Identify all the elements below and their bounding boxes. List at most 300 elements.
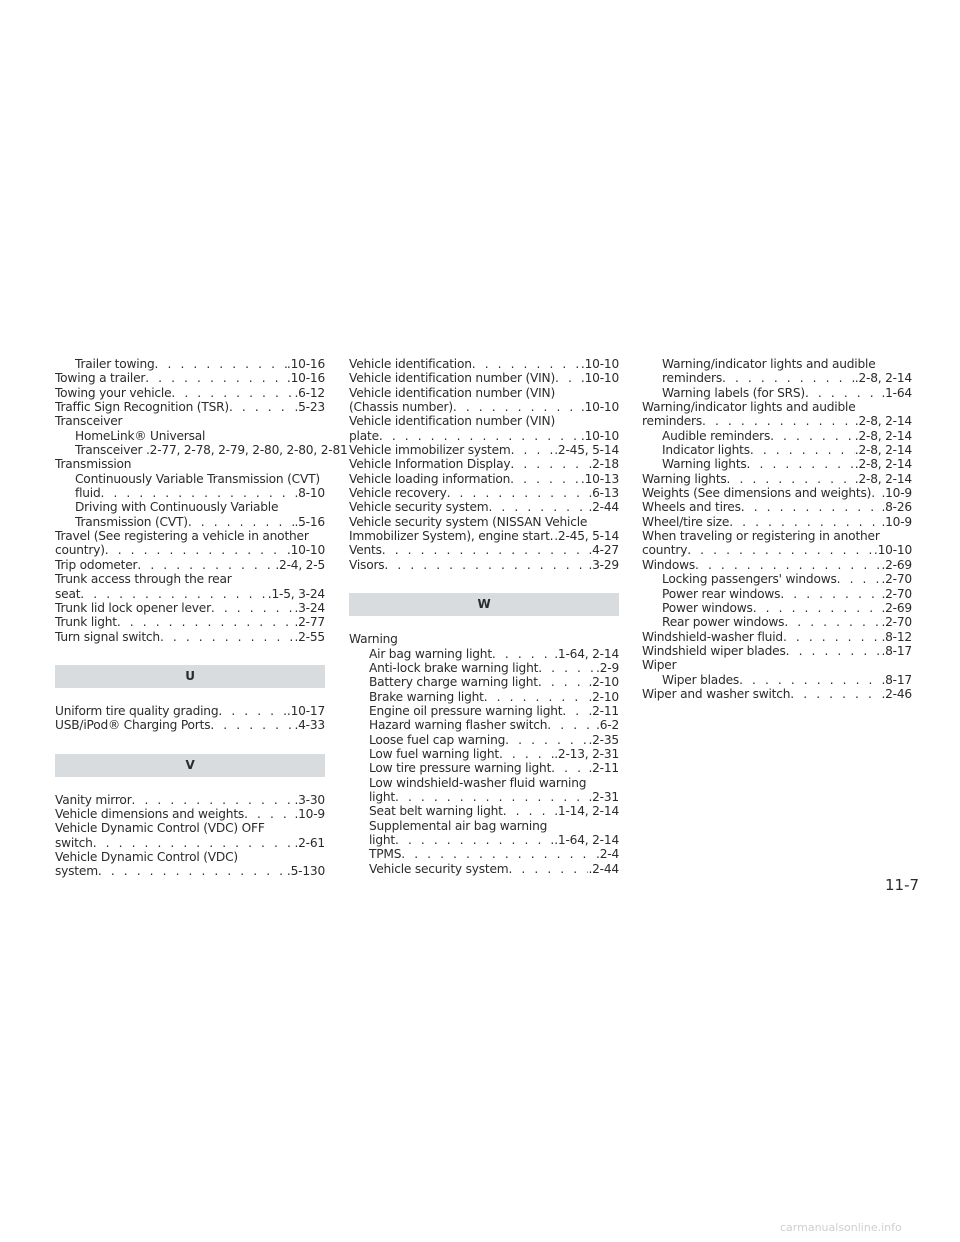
entry-term: Power windows bbox=[662, 600, 753, 615]
entry-term: Trailer towing bbox=[75, 357, 155, 371]
entry-page-ref: .8-17 bbox=[881, 672, 912, 687]
index-entry bbox=[642, 529, 912, 543]
entry-term: Travel (See registering a vehicle in another bbox=[55, 529, 309, 544]
entry-term: reminders bbox=[642, 414, 703, 429]
entry-page-ref: .2-70 bbox=[881, 586, 912, 601]
index-entry bbox=[642, 658, 912, 672]
entry-term: Warning labels (for SRS) bbox=[662, 385, 805, 400]
dot-leader bbox=[790, 687, 881, 701]
index-entry bbox=[55, 587, 325, 601]
dot-leader bbox=[229, 400, 295, 414]
index-subentry bbox=[349, 661, 619, 675]
entry-page-ref: .2-18 bbox=[588, 457, 619, 472]
entry-page-ref: .10-10 bbox=[286, 543, 325, 558]
index-subentry bbox=[642, 357, 912, 371]
entry-term: Vents bbox=[349, 543, 382, 558]
entry-page-ref: .1-14, 2-14 bbox=[554, 804, 619, 819]
index-entry bbox=[55, 704, 325, 718]
dot-leader bbox=[741, 500, 882, 514]
index-subentry bbox=[349, 704, 619, 718]
index-subentry bbox=[349, 761, 619, 775]
section-header: W bbox=[349, 593, 619, 616]
entry-page-ref: .2-13, 2-31 bbox=[554, 746, 619, 761]
index-subentry bbox=[349, 790, 619, 804]
entry-term: seat bbox=[55, 586, 81, 601]
entry-term: Wheel/tire size bbox=[642, 514, 730, 529]
entry-page-ref: .1-64, 2-14 bbox=[554, 832, 619, 847]
dot-leader bbox=[472, 357, 581, 371]
dot-leader bbox=[499, 747, 554, 761]
section-header: U bbox=[55, 665, 325, 688]
dot-leader bbox=[171, 386, 294, 400]
entry-page-ref: .2-77 bbox=[294, 615, 325, 630]
entry-page-ref: .1-64 bbox=[881, 385, 912, 400]
index-entry bbox=[55, 821, 325, 835]
entry-term: Vehicle Dynamic Control (VDC) OFF bbox=[55, 821, 265, 836]
entry-term: Immobilizer System), engine start bbox=[349, 529, 550, 544]
index-entry bbox=[349, 429, 619, 443]
entry-page-ref: .10-17 bbox=[286, 703, 325, 718]
index-entry bbox=[55, 572, 325, 586]
entry-page-ref: .6-12 bbox=[294, 385, 325, 400]
dot-leader bbox=[218, 704, 287, 718]
index-subentry bbox=[55, 500, 325, 514]
entry-term: TPMS bbox=[369, 847, 402, 862]
dot-leader bbox=[871, 486, 881, 500]
index-entry bbox=[642, 414, 912, 428]
dot-leader bbox=[547, 718, 596, 732]
entry-page-ref: .10-13 bbox=[580, 471, 619, 486]
entry-term: Low fuel warning light bbox=[369, 746, 499, 761]
index-entry bbox=[349, 400, 619, 414]
index-subentry bbox=[642, 673, 912, 687]
index-subentry bbox=[642, 587, 912, 601]
entry-page-ref: .2-8, 2-14 bbox=[854, 414, 912, 429]
entry-term: Transmission bbox=[55, 457, 132, 472]
index-entry bbox=[349, 500, 619, 514]
watermark: carmanualsonline.info bbox=[780, 1221, 902, 1234]
index-subentry bbox=[349, 690, 619, 704]
index-subentry bbox=[349, 647, 619, 661]
entry-page-ref: .5-16 bbox=[294, 514, 325, 529]
entry-page-ref: .2-10 bbox=[588, 675, 619, 690]
entry-term: (Chassis number) bbox=[349, 400, 453, 415]
index-subentry bbox=[642, 443, 912, 457]
index-entry bbox=[642, 515, 912, 529]
dot-leader bbox=[551, 761, 588, 775]
index-subentry bbox=[349, 833, 619, 847]
dot-leader bbox=[562, 704, 588, 718]
dot-leader bbox=[160, 630, 295, 644]
dot-leader bbox=[695, 558, 881, 572]
page-number: 11-7 bbox=[885, 876, 920, 894]
entry-term: Vehicle immobilizer system bbox=[349, 443, 511, 458]
dot-leader bbox=[101, 486, 295, 500]
entry-page-ref: .2-8, 2-14 bbox=[854, 428, 912, 443]
entry-page-ref: .2-8, 2-14 bbox=[854, 443, 912, 458]
index-entry bbox=[642, 543, 912, 557]
dot-leader bbox=[492, 647, 554, 661]
entry-page-ref: .2-46 bbox=[881, 686, 912, 701]
entry-page-ref: .2-55 bbox=[294, 629, 325, 644]
dot-leader bbox=[510, 457, 588, 471]
dot-leader bbox=[117, 615, 295, 629]
dot-leader bbox=[687, 543, 874, 557]
entry-term: Trip odometer bbox=[55, 557, 138, 572]
entry-term: Low windshield-washer fluid warning bbox=[369, 775, 587, 790]
entry-term: Vehicle identification number (VIN) bbox=[349, 371, 556, 386]
entry-term: Continuously Variable Transmission (CVT) bbox=[75, 471, 320, 486]
dot-leader bbox=[210, 718, 294, 732]
entry-term: HomeLink® Universal bbox=[75, 428, 206, 443]
entry-term: Warning bbox=[349, 632, 398, 647]
entry-page-ref: .8-26 bbox=[881, 500, 912, 515]
entry-term: plate bbox=[349, 428, 379, 443]
index-entry bbox=[349, 543, 619, 557]
index-subentry bbox=[349, 718, 619, 732]
entry-term: Warning/indicator lights and audible bbox=[642, 400, 856, 415]
index-entry bbox=[349, 386, 619, 400]
entry-page-ref: .5-23 bbox=[294, 400, 325, 415]
entry-term: Engine oil pressure warning light bbox=[369, 703, 563, 718]
entry-term: Warning lights bbox=[662, 457, 747, 472]
entry-page-ref: .8-17 bbox=[881, 643, 912, 658]
dot-leader bbox=[727, 472, 855, 486]
entry-term: Weights (See dimensions and weights) bbox=[642, 486, 872, 501]
index-entry bbox=[642, 630, 912, 644]
entry-page-ref: .4-27 bbox=[588, 543, 619, 558]
dot-leader bbox=[786, 644, 882, 658]
index-subentry bbox=[642, 572, 912, 586]
entry-term: Air bag warning light bbox=[369, 646, 492, 661]
entry-term: Wiper bbox=[642, 658, 677, 673]
index-entry bbox=[55, 601, 325, 615]
entry-term: Vehicle security system bbox=[349, 500, 489, 515]
index-entry bbox=[642, 558, 912, 572]
index-subentry bbox=[642, 371, 912, 385]
index-entry bbox=[642, 472, 912, 486]
index-entry bbox=[349, 357, 619, 371]
entry-term: Warning/indicator lights and audible bbox=[662, 357, 876, 371]
index-entry bbox=[349, 558, 619, 572]
entry-term: Warning lights bbox=[642, 471, 727, 486]
dot-leader bbox=[770, 429, 855, 443]
index-subentry bbox=[349, 776, 619, 790]
dot-leader bbox=[105, 543, 287, 557]
dot-leader bbox=[211, 601, 295, 615]
entry-page-ref: .2-4 bbox=[596, 847, 619, 862]
index-entry bbox=[55, 414, 325, 428]
entry-page-ref: .2-8, 2-14 bbox=[854, 471, 912, 486]
dot-leader bbox=[155, 357, 287, 371]
entry-page-ref: .8-12 bbox=[881, 629, 912, 644]
index-subentry bbox=[55, 472, 325, 486]
entry-term: Transmission (CVT) bbox=[75, 514, 188, 529]
index-entry bbox=[642, 486, 912, 500]
entry-term: Visors bbox=[349, 557, 385, 572]
dot-leader bbox=[722, 371, 855, 385]
index-entry bbox=[349, 529, 619, 543]
entry-term: Supplemental air bag warning bbox=[369, 818, 548, 833]
entry-page-ref: .8-10 bbox=[294, 486, 325, 501]
index-entry bbox=[349, 515, 619, 529]
entry-page-ref: .2-9 bbox=[596, 660, 619, 675]
index-entry bbox=[55, 371, 325, 385]
dot-leader bbox=[805, 386, 881, 400]
dot-leader bbox=[488, 500, 588, 514]
entry-term: Vehicle dimensions and weights bbox=[55, 806, 245, 821]
entry-term: Vehicle identification number (VIN) bbox=[349, 414, 556, 429]
index-entry bbox=[55, 400, 325, 414]
dot-leader bbox=[729, 515, 881, 529]
dot-leader bbox=[739, 673, 881, 687]
entry-term: Trunk access through the rear bbox=[55, 572, 232, 587]
index-column-3 bbox=[642, 357, 912, 701]
index-entry bbox=[55, 386, 325, 400]
entry-page-ref: .2-61 bbox=[294, 835, 325, 850]
index-entry bbox=[55, 558, 325, 572]
entry-term: Locking passengers' windows bbox=[662, 572, 837, 587]
entry-term: switch bbox=[55, 835, 93, 850]
entry-page-ref: .2-44 bbox=[588, 861, 619, 876]
index-entry bbox=[55, 850, 325, 864]
index-subentry bbox=[349, 862, 619, 876]
entry-page-ref: .10-10 bbox=[580, 428, 619, 443]
dot-leader bbox=[80, 587, 268, 601]
index-subentry bbox=[642, 601, 912, 615]
section-header: V bbox=[55, 754, 325, 777]
index-entry bbox=[642, 644, 912, 658]
entry-page-ref: .10-9 bbox=[294, 806, 325, 821]
dot-leader bbox=[132, 793, 295, 807]
dot-leader bbox=[555, 371, 581, 385]
entry-page-ref: .10-10 bbox=[580, 371, 619, 386]
entry-page-ref: .5-130 bbox=[286, 864, 325, 879]
entry-page-ref: .10-9 bbox=[881, 514, 912, 529]
index-subentry bbox=[55, 515, 325, 529]
dot-leader bbox=[750, 443, 855, 457]
dot-leader bbox=[780, 587, 881, 601]
entry-term: When traveling or registering in another bbox=[642, 529, 880, 544]
dot-leader bbox=[395, 833, 554, 847]
entry-term: Wiper and washer switch bbox=[642, 686, 791, 701]
dot-leader bbox=[538, 675, 589, 689]
index-entry bbox=[349, 486, 619, 500]
dot-leader bbox=[503, 804, 555, 818]
entry-term: Vehicle recovery bbox=[349, 486, 447, 501]
index-entry bbox=[55, 615, 325, 629]
entry-term: Vehicle identification bbox=[349, 357, 472, 371]
index-subentry bbox=[55, 429, 325, 443]
entry-page-ref: .2-44 bbox=[588, 500, 619, 515]
dot-leader bbox=[188, 515, 295, 529]
dot-leader bbox=[508, 862, 588, 876]
index-entry bbox=[55, 529, 325, 543]
index-subentry bbox=[349, 847, 619, 861]
entry-term: Anti-lock brake warning light bbox=[369, 660, 539, 675]
dot-leader bbox=[510, 472, 581, 486]
entry-term: reminders bbox=[662, 371, 723, 386]
entry-term: Vehicle security system bbox=[369, 861, 509, 876]
entry-term: light bbox=[369, 789, 396, 804]
entry-term: Vehicle Information Display bbox=[349, 457, 511, 472]
dot-leader bbox=[98, 864, 287, 878]
entry-page-ref: .2-70 bbox=[881, 572, 912, 587]
dot-leader bbox=[93, 836, 295, 850]
entry-term: Battery charge warning light bbox=[369, 675, 538, 690]
entry-term: Wiper blades bbox=[662, 672, 740, 687]
entry-term: Brake warning light bbox=[369, 689, 484, 704]
entry-term: fluid bbox=[75, 486, 101, 501]
index-entry bbox=[349, 632, 619, 646]
dot-leader bbox=[837, 572, 882, 586]
entry-term: Traffic Sign Recognition (TSR) bbox=[55, 400, 229, 415]
entry-term: Driving with Continuously Variable bbox=[75, 500, 279, 515]
entry-term: Vehicle identification number (VIN) bbox=[349, 385, 556, 400]
entry-page-ref: .2-45, 5-14 bbox=[554, 529, 619, 544]
entry-page-ref: .2-8, 2-14 bbox=[854, 371, 912, 386]
entry-page-ref: .1-5, 3-24 bbox=[267, 586, 325, 601]
entry-page-ref: .2-31 bbox=[588, 789, 619, 804]
dot-leader bbox=[382, 543, 589, 557]
dot-leader bbox=[511, 443, 555, 457]
entry-page-ref: .2-70 bbox=[881, 615, 912, 630]
dot-leader bbox=[783, 630, 882, 644]
entry-term: Windshield-washer fluid bbox=[642, 629, 783, 644]
index-column-1 bbox=[55, 357, 348, 879]
dot-leader bbox=[145, 371, 287, 385]
entry-term: Transceiver .2-77, 2-78, 2-79, 2-80, 2-80, 2-81 bbox=[75, 443, 348, 458]
entry-page-ref: .3-29 bbox=[588, 557, 619, 572]
entry-page-ref: .2-4, 2-5 bbox=[275, 557, 325, 572]
dot-leader bbox=[538, 661, 596, 675]
entry-term: Vehicle Dynamic Control (VDC) bbox=[55, 849, 238, 864]
entry-term: Loose fuel cap warning bbox=[369, 732, 506, 747]
index-subentry bbox=[349, 675, 619, 689]
index-entry bbox=[55, 864, 325, 878]
index-entry bbox=[55, 457, 325, 471]
entry-page-ref: .10-10 bbox=[580, 357, 619, 371]
entry-term: Windshield wiper blades bbox=[642, 643, 786, 658]
index-entry bbox=[55, 718, 325, 732]
dot-leader bbox=[702, 414, 855, 428]
index-entry bbox=[349, 371, 619, 385]
index-subentry bbox=[642, 429, 912, 443]
index-subentry bbox=[55, 357, 325, 371]
entry-term: Vanity mirror bbox=[55, 792, 132, 807]
index-entry bbox=[55, 807, 325, 821]
entry-page-ref: .10-9 bbox=[881, 486, 912, 501]
entry-term: Towing your vehicle bbox=[55, 385, 172, 400]
index-entry bbox=[55, 630, 325, 644]
entry-page-ref: .6-2 bbox=[596, 718, 619, 733]
index-entry bbox=[642, 500, 912, 514]
entry-page-ref: .2-8, 2-14 bbox=[854, 457, 912, 472]
index-column-2 bbox=[349, 357, 619, 876]
index-entry bbox=[642, 687, 912, 701]
entry-term: Turn signal switch bbox=[55, 629, 160, 644]
entry-term: Trunk lid lock opener lever bbox=[55, 600, 211, 615]
dot-leader bbox=[379, 429, 581, 443]
entry-page-ref: .2-35 bbox=[588, 732, 619, 747]
entry-page-ref: .3-30 bbox=[294, 792, 325, 807]
entry-term: Indicator lights bbox=[662, 443, 750, 458]
dot-leader bbox=[747, 457, 855, 471]
entry-page-ref: .2-69 bbox=[881, 557, 912, 572]
index-subentry bbox=[349, 804, 619, 818]
entry-term: Windows bbox=[642, 557, 696, 572]
dot-leader bbox=[753, 601, 882, 615]
entry-term: Seat belt warning light bbox=[369, 804, 503, 819]
index-entry bbox=[349, 443, 619, 457]
index-entry bbox=[55, 836, 325, 850]
entry-term: Audible reminders bbox=[662, 428, 771, 443]
index-subentry bbox=[642, 615, 912, 629]
dot-leader bbox=[137, 558, 275, 572]
index-subentry bbox=[349, 819, 619, 833]
dot-leader bbox=[384, 558, 588, 572]
entry-page-ref: .10-10 bbox=[580, 400, 619, 415]
index-subentry bbox=[349, 747, 619, 761]
index-entry bbox=[55, 793, 325, 807]
entry-term: light bbox=[369, 832, 396, 847]
entry-page-ref: .1-64, 2-14 bbox=[554, 646, 619, 661]
entry-term: USB/iPod® Charging Ports bbox=[55, 718, 211, 733]
entry-term: Low tire pressure warning light bbox=[369, 761, 552, 776]
index-entry bbox=[349, 472, 619, 486]
entry-term: Wheels and tires bbox=[642, 500, 741, 515]
entry-page-ref: .10-16 bbox=[286, 357, 325, 371]
index-subentry bbox=[642, 386, 912, 400]
entry-term: system bbox=[55, 864, 98, 879]
entry-term: Transceiver bbox=[55, 414, 123, 429]
dot-leader bbox=[244, 807, 294, 821]
dot-leader bbox=[784, 615, 881, 629]
entry-term: Uniform tire quality grading bbox=[55, 703, 219, 718]
index-subentry bbox=[55, 443, 348, 458]
entry-page-ref: .2-45, 5-14 bbox=[554, 443, 619, 458]
entry-page-ref: .3-24 bbox=[294, 600, 325, 615]
dot-leader bbox=[395, 790, 588, 804]
entry-page-ref: .2-10 bbox=[588, 689, 619, 704]
entry-term: Hazard warning flasher switch bbox=[369, 718, 548, 733]
index-entry bbox=[349, 414, 619, 428]
dot-leader bbox=[484, 690, 589, 704]
entry-term: country) bbox=[55, 543, 105, 558]
entry-term: Vehicle loading information bbox=[349, 471, 511, 486]
entry-term: Vehicle security system (NISSAN Vehicle bbox=[349, 514, 588, 529]
index-subentry bbox=[642, 457, 912, 471]
index-subentry bbox=[55, 486, 325, 500]
entry-page-ref: .4-33 bbox=[294, 718, 325, 733]
dot-leader bbox=[401, 847, 596, 861]
dot-leader bbox=[447, 486, 589, 500]
entry-term: Rear power windows bbox=[662, 615, 785, 630]
entry-term: Trunk light bbox=[55, 615, 117, 630]
dot-leader bbox=[453, 400, 581, 414]
entry-page-ref: .2-11 bbox=[588, 703, 619, 718]
entry-page-ref: .6-13 bbox=[588, 486, 619, 501]
entry-page-ref: .10-10 bbox=[873, 543, 912, 558]
index-entry bbox=[55, 543, 325, 557]
entry-page-ref: .2-69 bbox=[881, 600, 912, 615]
entry-page-ref: .2-11 bbox=[588, 761, 619, 776]
entry-page-ref: .10-16 bbox=[286, 371, 325, 386]
entry-term: country bbox=[642, 543, 688, 558]
dot-leader bbox=[505, 733, 588, 747]
index-subentry bbox=[349, 733, 619, 747]
entry-term: Towing a trailer bbox=[55, 371, 146, 386]
